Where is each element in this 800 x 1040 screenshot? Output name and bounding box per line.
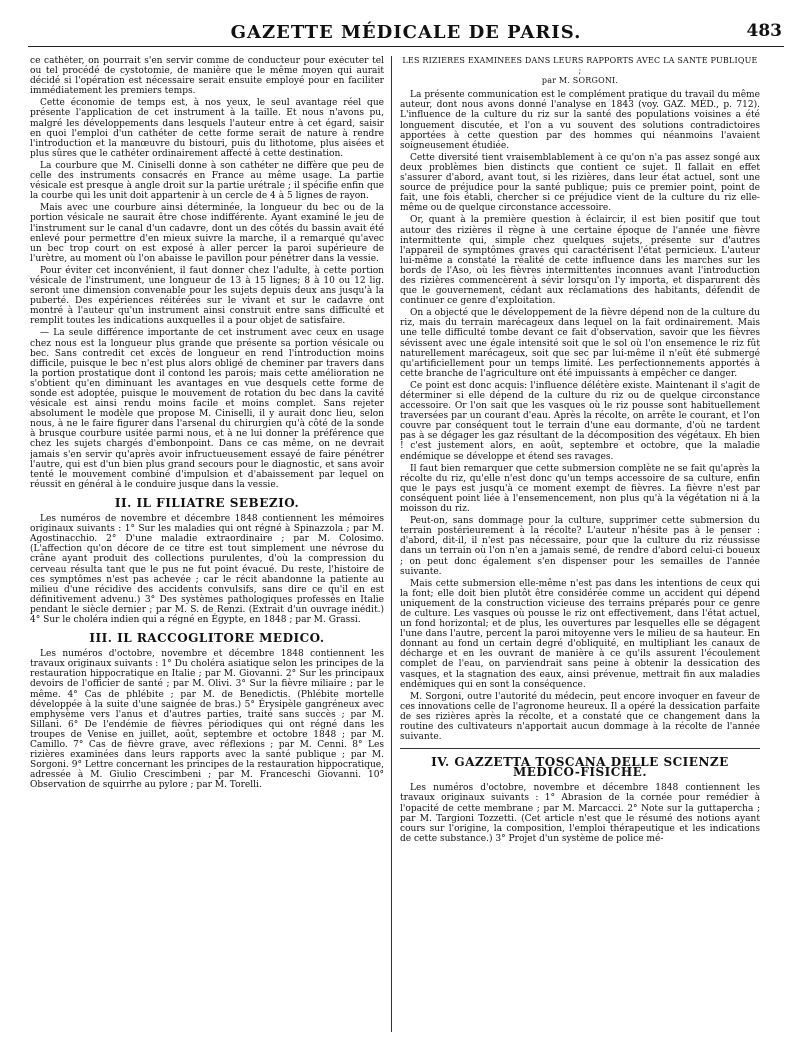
paragraph: Or, quant à la première question à éclaircir, il est bien positif que tout autour des rizières il règne à une certaine époque de l'année une fièvre intermittente qui, simple chez quelques sujets, présente sur d'autres l'appareil de symptômes graves qui caractérisent l'état pernicieux. L'auteur lui-même a constaté la réalité de cette influence dans les marches sur les bords de l'Aso, où les fièvres intermittentes inconnues avant l'introduction des rizières commencèrent à sévir lorsqu'on l'y importa, et disparurent dès que le gouvernement, cédant aux réclamations des habitants, défendit de continuer ce genre d'exploitation.: [400, 215, 760, 307]
paragraph: M. Sorgoni, outre l'autorité du médecin, peut encore invoquer en faveur de ces innovations celle de l'agronome heureux. Il a opéré la dessication parfaite de ses rizières après la récolte, et a constaté que ce changement dans la routine des cultivateurs n'apportait aucun dommage à la récolte de l'année suivante.: [400, 691, 760, 743]
paragraph: La courbure que M. Ciniselli donne à son cathéter ne diffère que peu de celle des instruments consacrés en France au même usage. La partie vésicale est presque à angle droit sur la partie urétrale ; il spécifie enfin que la courbe qui les unit doit appartenir à un cercle de 4 à 5 lignes de rayon.: [30, 160, 384, 202]
paragraph: On a objecté que le développement de la fièvre dépend non de la culture du riz, mais du terrain marécageux dans lequel on la fait ordinairement. Mais une telle difficulté tombe devant ce fait d'observation, savoir que les fièvres sévissent avec une égale intensité soit que le sol où l'on ensemence le riz fût naturellement marécageux, soit que sec par lui-même il n'eût été submergé qu'artificiellement pour un temps limité. Les perfectionnements apportés à cette branche de l'agriculture ont été impuissants à empêcher ce danger.: [400, 308, 760, 379]
journal-title: GAZETTE MÉDICALE DE PARIS.: [230, 22, 582, 43]
paragraph: Les numéros d'octobre, novembre et décembre 1848 contiennent les travaux originaux suivants : 1° Abrasion de la cornée pour remédier à l'opacité de cette membrane ; par M. Marcacci. 2° Note sur la guttapercha ; par M. Targioni Tozzetti. (Cet article n'est que le résumé des notions ayant cours sur l'origine, la composition, l'emploi thérapeutique et les indications de cette substance.) 3° Projet d'un système de police mé-: [400, 783, 760, 844]
paragraph: Mais avec une courbure ainsi déterminée, la longueur du bec ou de la portion vésicale ne saurait être chose indifférente. Ayant examiné le jeu de l'instrument sur le canal d'un cadavre, dont un des côtés du bassin avait été enlevé pour permettre d'en mieux suivre la marche, il a remarqué qu'avec un bec trop court on est exposé à aller percer la paroi supérieure de l'urètre, au moment où l'on abaisse le pavillon pour pénétrer dans la vessie.: [30, 203, 384, 264]
paragraph: Mais cette submersion elle-même n'est pas dans les intentions de ceux qui la font; elle doit bien plutôt être considérée comme un accident qui dépend uniquement de la construction vicieuse des terrains préparés pour ce genre de culture. Les vasques où pousse le riz ont effectivement, dans l'état actuel, un fond horizontal; et de plus, les ouvertures par lesquelles elle se dégagent l'une dans l'autre, percent la paroi mitoyenne vers le milieu de sa hauteur. En donnant au fond un certain degré d'obliquité, en multipliant les canaux de décharge et en les ouvrant de manière à ce qu'ils assurent l'écoulement complet de l'eau, on parviendrait sans peine à obtenir la dessication des vasques, et la stagnation des eaux, ainsi prévenue, mettrait fin aux maladies endémiques qui en sont la conséquence.: [400, 578, 760, 690]
paragraph: Pour éviter cet inconvénient, il faut donner chez l'adulte, à cette portion vésicale de l'instrument, une longueur de 13 à 15 lignes; 8 à 10 ou 12 lig. seront une dimension convenable pour les sujets depuis deux ans jusqu'à la puberté. Des expériences réitérées sur le vivant et sur le cadavre ont montré à l'auteur qu'un instrument ainsi construit entre sans difficulté et remplit toutes les indications auxquelles il a pour objet de satisfaire.: [30, 265, 384, 327]
section-heading: III. IL RACCOGLITORE MEDICO.: [89, 631, 325, 646]
page-number: 483: [746, 21, 782, 41]
section-heading: II. IL FILIATRE SEBEZIO.: [114, 495, 300, 510]
column-divider: [391, 56, 392, 1032]
paragraph: Cette diversité tient vraisemblablement à ce qu'on n'a pas assez songé aux deux problèmes bien distincts que contient ce sujet. Il fallait en effet s'assurer d'abord, avant tout, si les rizières, dans leur état actuel, sont une source de préjudice pour la santé publique; puis ce premier point, point de fait, une fois établi, chercher si ce préjudice vient de la culture du riz elle-même ou de quelque circonstance accessoire.: [400, 152, 760, 214]
section-heading: IV. GAZZETTA TOSCANA DELLE SCIENZE MEDICO-FISICHE.: [431, 755, 729, 780]
paragraph: Cette économie de temps est, à nos yeux, le seul avantage réel que présente l'application de cet instrument à la taille. Et nous n'avons pu, malgré les développements dans lesquels l'auteur entre à cet égard, saisir en quoi l'emploi d'un cathéter de cette forme serait de nature à rendre l'introduction et la manœuvre du bistouri, puis du lithotome, plus aisées et plus sûres que le cathéter ordinairement affecté à cette destination.: [30, 98, 384, 159]
article-heading-title: LES RIZIÈRES EXAMINÉES DANS LEURS RAPPORTS AVEC LA SANTÉ PUBLIQUE ;: [402, 56, 758, 76]
article-heading-author: par M. SORGONI.: [541, 76, 619, 86]
paragraph: Il faut bien remarquer que cette submersion complète ne se fait qu'après la récolte du riz, qu'elle n'est donc qu'un temps accessoire de sa culture, enfin que le pays est jusqu'à ce moment exempt de fièvres. La fièvre n'est par conséquent point liée à l'ensemencement, non plus qu'à la végétation ni à la moisson du riz.: [400, 463, 760, 515]
paragraph: Peut-on, sans dommage pour la culture, supprimer cette submersion du terrain postérieurement à la récolte? L'auteur n'hésite pas à le penser : d'abord, dit-il, il n'est pas nécessaire, pour que la culture du riz réussisse dans un terrain où l'on n'en a jamais semé, de rendre d'abord celui-ci boueux ; on peut donc également s'en dispenser pour les semailles de l'année suivante.: [400, 516, 760, 577]
right-column: [400, 56, 760, 1032]
article-heading: [400, 56, 760, 86]
paragraph: Les numéros de novembre et décembre 1848 contiennent les mémoires originaux suivants : 1° Sur les maladies qui ont régné à Spinazzola ; par M. Agostinacchio. 2° D'une maladie extraordinaire ; par M. Colosimo. (L'affection qu'on décore de ce titre est tout simplement une névrose du crâne ayant produit des collections purulentes, d'où la compression du cerveau résulta tant que le pus ne fut point évacué. Du reste, l'histoire de ces symptômes n'est pas achevée ; car le récit abandonne la patiente au milieu d'une récidive des accidents convulsifs, sans dire ce qu'il en est définitivement advenu.) 3° Des systèmes pathologiques professés en Italie pendant le siècle dernier ; par M. S. de Renzi. (Extrait d'un ouvrage inédit.) 4° Sur le choléra indien qui a régné en Égypte, en 1848 ; par M. Grassi.: [30, 514, 384, 625]
paragraph: — La seule différence importante de cet instrument avec ceux en usage chez nous est la longueur plus grande que présente sa portion vésicale ou bec. Sans contredit cet excès de longueur en rend l'introduction moins difficile, puisque le bec n'est plus alors obligé de cheminer par travers dans la portion prostatique dont il contond les parois; mais cette amélioration ne s'obtient qu'en diminuant les avantages en vue desquels cette forme de sonde est adoptée, puisque le mouvement de rotation du bec dans la cavité vésicale est ainsi rendu moins facile et moins complet. Sans rejeter absolument le modèle que propose M. Ciniselli, il y aurait donc lieu, selon nous, à ne le faire figurer dans l'arsenal du chirurgien qu'à côté de la sonde à brusque courbure usitée parmi nous, et à ne lui donner la préférence que chez les sujets chargés d'embonpoint. Dans ce cas même, on ne devrait jamais s'en servir qu'après avoir infructueusement essayé de faire pénétrer l'autre, qui est d'un bien plus grand secours pour le diagnostic, et sans avoir tenté le mouvement combiné d'impulsion et d'abaissement par lequel on réussit en général à le conduire jusque dans la vessie.: [30, 328, 384, 490]
paragraph: Les numéros d'octobre, novembre et décembre 1848 contiennent les travaux originaux suivants : 1° Du choléra asiatique selon les principes de la restauration hippocratique en Italie ; par M. Giovanni. 2° Sur les principaux devoirs de l'officier de santé ; par M. Olivi. 3° Sur la fièvre miliaire ; par le même. 4° Cas de phlébite ; par M. de Benedictis. (Phlébite mortelle développée à la suite d'une saignée de bras.) 5° Érysipèle gangréneux avec emphysème vers l'anus et d'autres parties, traité sans succès ; par M. Sillani. 6° De l'endémie de fièvres périodiques qui ont régné dans les troupes de Venise en juillet, août, septembre et octobre 1848 ; par M. Camillo. 7° Cas de fièvre grave, avec réflexions ; par M. Cenni. 8° Les rizières examinées dans leurs rapports avec la santé publique ; par M. Sorgoni. 9° Lettre concernant les principes de la restauration hippocratique, adressée à M. Giulio Crescimbeni ; par M. Franceschi Giovanni. 10° Observation de squirrhe au pylore ; par M. Torelli.: [30, 649, 384, 791]
paragraph: ce cathéter, on pourrait s'en servir comme de conducteur pour exécuter tel ou tel procédé de cystotomie, de manière que le même moyen qui aurait décidé si l'opération est nécessaire serait ensuite employé pour en faciliter immédiatement les premiers temps.: [30, 56, 384, 97]
paragraph: La présente communication est le complément pratique du travail du même auteur, dont nous avons donné l'analyse en 1843 (voy. GAZ. MÉD., p. 712). L'influence de la culture du riz sur la santé des populations voisines a été longuement discutée, et l'on a vu souvent des solutions contradictoires apportées à cette question par des hommes qui néanmoins l'avaient soigneusement étudiée.: [400, 90, 760, 151]
left-column: [30, 56, 384, 1032]
page-header: [28, 18, 784, 47]
section-rule: [400, 748, 760, 749]
paragraph: Ce point est donc acquis: l'influence délétère existe. Maintenant il s'agit de déterminer si elle dépend de la culture du riz ou de quelque circonstance accessoire. Or l'on sait que les vasques où le riz pousse sont habituellement traversées par un courant d'eau. Après la récolte, on arrête le courant, et l'on couvre par conséquent tout le terrain d'une eau dormante, d'où ne tardent pas à se dégager les gaz résultant de la décomposition des végétaux. Eh bien ! c'est justement alors, en août, septembre et octobre, que la maladie endémique se développe et étend ses ravages.: [400, 380, 760, 462]
